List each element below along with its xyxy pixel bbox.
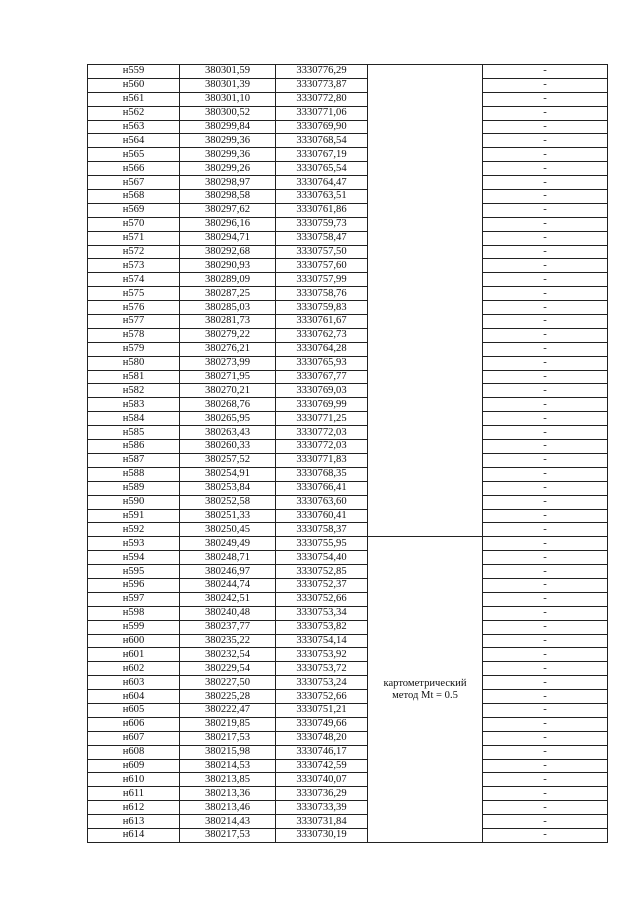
y-coordinate-cell: 3330753,72: [276, 662, 368, 676]
table-row: [88, 565, 608, 579]
y-coordinate-cell: 3330772,80: [276, 92, 368, 106]
x-coordinate-cell: 380290,93: [180, 259, 276, 273]
method-text: метод Mt = 0.5: [392, 689, 458, 701]
x-coordinate-cell: 380215,98: [180, 745, 276, 759]
table-row: [88, 759, 608, 773]
table-row: [88, 190, 608, 204]
y-coordinate-cell: 3330731,84: [276, 815, 368, 829]
point-id-cell: н559: [88, 65, 180, 79]
accuracy-cell: -: [483, 301, 608, 315]
accuracy-cell: -: [483, 801, 608, 815]
table-row: [88, 65, 608, 79]
accuracy-cell: -: [483, 676, 608, 690]
table-row: [88, 134, 608, 148]
accuracy-cell: -: [483, 731, 608, 745]
point-id-cell: н600: [88, 634, 180, 648]
y-coordinate-cell: 3330758,47: [276, 231, 368, 245]
x-coordinate-cell: 380213,46: [180, 801, 276, 815]
table-row: [88, 509, 608, 523]
accuracy-cell: -: [483, 176, 608, 190]
x-coordinate-cell: 380268,76: [180, 398, 276, 412]
x-coordinate-cell: 380252,58: [180, 495, 276, 509]
point-id-cell: н580: [88, 356, 180, 370]
x-coordinate-cell: 380240,48: [180, 606, 276, 620]
table-row: [88, 495, 608, 509]
table-row: [88, 634, 608, 648]
y-coordinate-cell: 3330769,99: [276, 398, 368, 412]
y-coordinate-cell: 3330753,82: [276, 620, 368, 634]
x-coordinate-cell: 380281,73: [180, 315, 276, 329]
y-coordinate-cell: 3330749,66: [276, 717, 368, 731]
point-id-cell: н605: [88, 703, 180, 717]
point-id-cell: н575: [88, 287, 180, 301]
accuracy-cell: -: [483, 648, 608, 662]
point-id-cell: н593: [88, 537, 180, 551]
accuracy-cell: -: [483, 606, 608, 620]
point-id-cell: н566: [88, 162, 180, 176]
y-coordinate-cell: 3330764,47: [276, 176, 368, 190]
accuracy-cell: -: [483, 162, 608, 176]
table-row: [88, 370, 608, 384]
accuracy-cell: -: [483, 120, 608, 134]
table-row: [88, 231, 608, 245]
y-coordinate-cell: 3330768,35: [276, 467, 368, 481]
x-coordinate-cell: 380257,52: [180, 453, 276, 467]
point-id-cell: н584: [88, 412, 180, 426]
accuracy-cell: -: [483, 481, 608, 495]
table-row: [88, 815, 608, 829]
y-coordinate-cell: 3330773,87: [276, 78, 368, 92]
accuracy-cell: -: [483, 426, 608, 440]
x-coordinate-cell: 380296,16: [180, 217, 276, 231]
point-id-cell: н585: [88, 426, 180, 440]
table-row: [88, 148, 608, 162]
accuracy-cell: -: [483, 273, 608, 287]
y-coordinate-cell: 3330771,25: [276, 412, 368, 426]
y-coordinate-cell: 3330759,73: [276, 217, 368, 231]
x-coordinate-cell: 380229,54: [180, 662, 276, 676]
x-coordinate-cell: 380273,99: [180, 356, 276, 370]
accuracy-cell: -: [483, 759, 608, 773]
accuracy-cell: -: [483, 703, 608, 717]
accuracy-cell: -: [483, 787, 608, 801]
accuracy-cell: -: [483, 453, 608, 467]
x-coordinate-cell: 380299,26: [180, 162, 276, 176]
table-row: [88, 106, 608, 120]
table-row: [88, 467, 608, 481]
accuracy-cell: -: [483, 315, 608, 329]
table-row: [88, 773, 608, 787]
y-coordinate-cell: 3330762,73: [276, 328, 368, 342]
accuracy-cell: -: [483, 815, 608, 829]
x-coordinate-cell: 380214,53: [180, 759, 276, 773]
x-coordinate-cell: 380217,53: [180, 731, 276, 745]
accuracy-cell: -: [483, 217, 608, 231]
y-coordinate-cell: 3330730,19: [276, 828, 368, 842]
point-id-cell: н572: [88, 245, 180, 259]
table-row: [88, 162, 608, 176]
table-row: [88, 787, 608, 801]
accuracy-cell: -: [483, 134, 608, 148]
accuracy-cell: -: [483, 717, 608, 731]
point-id-cell: н598: [88, 606, 180, 620]
x-coordinate-cell: 380235,22: [180, 634, 276, 648]
y-coordinate-cell: 3330764,28: [276, 342, 368, 356]
accuracy-cell: -: [483, 495, 608, 509]
x-coordinate-cell: 380232,54: [180, 648, 276, 662]
x-coordinate-cell: 380270,21: [180, 384, 276, 398]
point-id-cell: н597: [88, 592, 180, 606]
point-id-cell: н601: [88, 648, 180, 662]
y-coordinate-cell: 3330761,86: [276, 203, 368, 217]
point-id-cell: н560: [88, 78, 180, 92]
accuracy-cell: -: [483, 537, 608, 551]
x-coordinate-cell: 380299,84: [180, 120, 276, 134]
point-id-cell: н577: [88, 315, 180, 329]
accuracy-cell: -: [483, 398, 608, 412]
point-id-cell: н595: [88, 565, 180, 579]
x-coordinate-cell: 380263,43: [180, 426, 276, 440]
y-coordinate-cell: 3330752,66: [276, 690, 368, 704]
coordinates-table: [87, 64, 608, 843]
x-coordinate-cell: 380301,39: [180, 78, 276, 92]
point-id-cell: н610: [88, 773, 180, 787]
table-row: [88, 259, 608, 273]
accuracy-cell: -: [483, 509, 608, 523]
accuracy-cell: -: [483, 65, 608, 79]
table-row: [88, 120, 608, 134]
table-row: [88, 273, 608, 287]
method-cell: [368, 537, 483, 843]
point-id-cell: н608: [88, 745, 180, 759]
y-coordinate-cell: 3330763,60: [276, 495, 368, 509]
accuracy-cell: -: [483, 148, 608, 162]
accuracy-cell: -: [483, 745, 608, 759]
table-row: [88, 801, 608, 815]
table-row: [88, 703, 608, 717]
point-id-cell: н564: [88, 134, 180, 148]
accuracy-cell: -: [483, 190, 608, 204]
y-coordinate-cell: 3330769,90: [276, 120, 368, 134]
y-coordinate-cell: 3330755,95: [276, 537, 368, 551]
point-id-cell: н582: [88, 384, 180, 398]
y-coordinate-cell: 3330752,66: [276, 592, 368, 606]
y-coordinate-cell: 3330746,17: [276, 745, 368, 759]
y-coordinate-cell: 3330765,54: [276, 162, 368, 176]
x-coordinate-cell: 380299,36: [180, 148, 276, 162]
table-row: [88, 412, 608, 426]
table-row: [88, 342, 608, 356]
point-id-cell: н573: [88, 259, 180, 273]
point-id-cell: н586: [88, 440, 180, 454]
y-coordinate-cell: 3330752,37: [276, 578, 368, 592]
point-id-cell: н562: [88, 106, 180, 120]
y-coordinate-cell: 3330753,24: [276, 676, 368, 690]
y-coordinate-cell: 3330736,29: [276, 787, 368, 801]
point-id-cell: н614: [88, 828, 180, 842]
y-coordinate-cell: 3330769,03: [276, 384, 368, 398]
y-coordinate-cell: 3330757,50: [276, 245, 368, 259]
point-id-cell: н609: [88, 759, 180, 773]
point-id-cell: н607: [88, 731, 180, 745]
table-row: [88, 662, 608, 676]
accuracy-cell: -: [483, 773, 608, 787]
accuracy-cell: -: [483, 259, 608, 273]
point-id-cell: н576: [88, 301, 180, 315]
accuracy-cell: -: [483, 92, 608, 106]
accuracy-cell: -: [483, 78, 608, 92]
point-id-cell: н569: [88, 203, 180, 217]
y-coordinate-cell: 3330740,07: [276, 773, 368, 787]
accuracy-cell: -: [483, 565, 608, 579]
table-row: [88, 578, 608, 592]
table-row: [88, 440, 608, 454]
table-row: [88, 551, 608, 565]
x-coordinate-cell: 380271,95: [180, 370, 276, 384]
table-row: [88, 606, 608, 620]
table-row: [88, 828, 608, 842]
y-coordinate-cell: 3330742,59: [276, 759, 368, 773]
x-coordinate-cell: 380214,43: [180, 815, 276, 829]
y-coordinate-cell: 3330766,41: [276, 481, 368, 495]
x-coordinate-cell: 380213,36: [180, 787, 276, 801]
accuracy-cell: -: [483, 467, 608, 481]
y-coordinate-cell: 3330758,76: [276, 287, 368, 301]
accuracy-cell: -: [483, 662, 608, 676]
table-row: [88, 384, 608, 398]
y-coordinate-cell: 3330767,19: [276, 148, 368, 162]
method-text: картометрический: [383, 677, 467, 689]
y-coordinate-cell: 3330765,93: [276, 356, 368, 370]
y-coordinate-cell: 3330752,85: [276, 565, 368, 579]
x-coordinate-cell: 380213,85: [180, 773, 276, 787]
y-coordinate-cell: 3330763,51: [276, 190, 368, 204]
y-coordinate-cell: 3330771,06: [276, 106, 368, 120]
point-id-cell: н613: [88, 815, 180, 829]
point-id-cell: н579: [88, 342, 180, 356]
point-id-cell: н587: [88, 453, 180, 467]
accuracy-cell: -: [483, 620, 608, 634]
point-id-cell: н602: [88, 662, 180, 676]
accuracy-cell: -: [483, 828, 608, 842]
table-row: [88, 731, 608, 745]
point-id-cell: н603: [88, 676, 180, 690]
y-coordinate-cell: 3330757,60: [276, 259, 368, 273]
point-id-cell: н606: [88, 717, 180, 731]
accuracy-cell: -: [483, 287, 608, 301]
x-coordinate-cell: 380246,97: [180, 565, 276, 579]
x-coordinate-cell: 380299,36: [180, 134, 276, 148]
accuracy-cell: -: [483, 440, 608, 454]
point-id-cell: н568: [88, 190, 180, 204]
accuracy-cell: -: [483, 342, 608, 356]
table-row: [88, 245, 608, 259]
x-coordinate-cell: 380292,68: [180, 245, 276, 259]
table-row: [88, 176, 608, 190]
x-coordinate-cell: 380222,47: [180, 703, 276, 717]
accuracy-cell: -: [483, 412, 608, 426]
point-id-cell: н581: [88, 370, 180, 384]
accuracy-cell: -: [483, 203, 608, 217]
x-coordinate-cell: 380253,84: [180, 481, 276, 495]
table-row: [88, 717, 608, 731]
accuracy-cell: -: [483, 523, 608, 537]
point-id-cell: н567: [88, 176, 180, 190]
table-row: [88, 217, 608, 231]
point-id-cell: н589: [88, 481, 180, 495]
point-id-cell: н592: [88, 523, 180, 537]
y-coordinate-cell: 3330772,03: [276, 440, 368, 454]
table-row: [88, 648, 608, 662]
method-cell: [368, 65, 483, 537]
table-row: [88, 537, 608, 551]
y-coordinate-cell: 3330767,77: [276, 370, 368, 384]
table-row: [88, 287, 608, 301]
y-coordinate-cell: 3330751,21: [276, 703, 368, 717]
point-id-cell: н588: [88, 467, 180, 481]
table-row: [88, 620, 608, 634]
accuracy-cell: -: [483, 634, 608, 648]
table-row: [88, 203, 608, 217]
point-id-cell: н570: [88, 217, 180, 231]
x-coordinate-cell: 380276,21: [180, 342, 276, 356]
x-coordinate-cell: 380301,10: [180, 92, 276, 106]
x-coordinate-cell: 380265,95: [180, 412, 276, 426]
x-coordinate-cell: 380217,53: [180, 828, 276, 842]
x-coordinate-cell: 380248,71: [180, 551, 276, 565]
x-coordinate-cell: 380227,50: [180, 676, 276, 690]
table-row: [88, 676, 608, 690]
x-coordinate-cell: 380300,52: [180, 106, 276, 120]
x-coordinate-cell: 380249,49: [180, 537, 276, 551]
x-coordinate-cell: 380254,91: [180, 467, 276, 481]
x-coordinate-cell: 380251,33: [180, 509, 276, 523]
x-coordinate-cell: 380294,71: [180, 231, 276, 245]
y-coordinate-cell: 3330748,20: [276, 731, 368, 745]
table-row: [88, 398, 608, 412]
table-row: [88, 481, 608, 495]
accuracy-cell: -: [483, 106, 608, 120]
table-row: [88, 328, 608, 342]
accuracy-cell: -: [483, 551, 608, 565]
point-id-cell: н591: [88, 509, 180, 523]
point-id-cell: н594: [88, 551, 180, 565]
point-id-cell: н561: [88, 92, 180, 106]
x-coordinate-cell: 380297,62: [180, 203, 276, 217]
table-row: [88, 453, 608, 467]
point-id-cell: н563: [88, 120, 180, 134]
accuracy-cell: -: [483, 592, 608, 606]
x-coordinate-cell: 380250,45: [180, 523, 276, 537]
accuracy-cell: -: [483, 245, 608, 259]
x-coordinate-cell: 380285,03: [180, 301, 276, 315]
point-id-cell: н571: [88, 231, 180, 245]
point-id-cell: н574: [88, 273, 180, 287]
x-coordinate-cell: 380219,85: [180, 717, 276, 731]
accuracy-cell: -: [483, 578, 608, 592]
x-coordinate-cell: 380279,22: [180, 328, 276, 342]
accuracy-cell: -: [483, 356, 608, 370]
point-id-cell: н611: [88, 787, 180, 801]
table-row: [88, 592, 608, 606]
table-row: [88, 315, 608, 329]
y-coordinate-cell: 3330771,83: [276, 453, 368, 467]
accuracy-cell: -: [483, 384, 608, 398]
x-coordinate-cell: 380244,74: [180, 578, 276, 592]
x-coordinate-cell: 380237,77: [180, 620, 276, 634]
y-coordinate-cell: 3330776,29: [276, 65, 368, 79]
y-coordinate-cell: 3330759,83: [276, 301, 368, 315]
x-coordinate-cell: 380287,25: [180, 287, 276, 301]
y-coordinate-cell: 3330761,67: [276, 315, 368, 329]
x-coordinate-cell: 380301,59: [180, 65, 276, 79]
y-coordinate-cell: 3330754,14: [276, 634, 368, 648]
table-row: [88, 301, 608, 315]
point-id-cell: н578: [88, 328, 180, 342]
accuracy-cell: -: [483, 370, 608, 384]
table-row: [88, 690, 608, 704]
accuracy-cell: -: [483, 690, 608, 704]
table-row: [88, 78, 608, 92]
x-coordinate-cell: 380289,09: [180, 273, 276, 287]
point-id-cell: н612: [88, 801, 180, 815]
point-id-cell: н583: [88, 398, 180, 412]
y-coordinate-cell: 3330757,99: [276, 273, 368, 287]
x-coordinate-cell: 380225,28: [180, 690, 276, 704]
point-id-cell: н565: [88, 148, 180, 162]
x-coordinate-cell: 380298,58: [180, 190, 276, 204]
point-id-cell: н590: [88, 495, 180, 509]
y-coordinate-cell: 3330760,41: [276, 509, 368, 523]
y-coordinate-cell: 3330753,34: [276, 606, 368, 620]
point-id-cell: н604: [88, 690, 180, 704]
accuracy-cell: -: [483, 328, 608, 342]
y-coordinate-cell: 3330772,03: [276, 426, 368, 440]
y-coordinate-cell: 3330758,37: [276, 523, 368, 537]
y-coordinate-cell: 3330753,92: [276, 648, 368, 662]
table-row: [88, 745, 608, 759]
x-coordinate-cell: 380260,33: [180, 440, 276, 454]
table-row: [88, 92, 608, 106]
x-coordinate-cell: 380242,51: [180, 592, 276, 606]
point-id-cell: н599: [88, 620, 180, 634]
y-coordinate-cell: 3330768,54: [276, 134, 368, 148]
y-coordinate-cell: 3330733,39: [276, 801, 368, 815]
table-row: [88, 356, 608, 370]
y-coordinate-cell: 3330754,40: [276, 551, 368, 565]
accuracy-cell: -: [483, 231, 608, 245]
table-row: [88, 426, 608, 440]
table-row: [88, 523, 608, 537]
coordinates-table-body: [88, 65, 608, 843]
x-coordinate-cell: 380298,97: [180, 176, 276, 190]
point-id-cell: н596: [88, 578, 180, 592]
